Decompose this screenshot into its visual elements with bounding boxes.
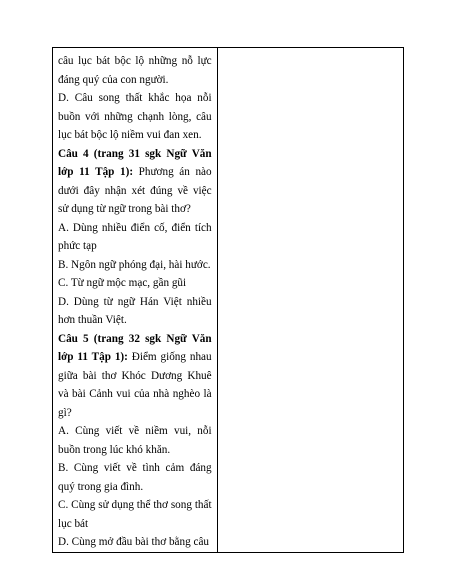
question-heading: Câu 4 (trang 31 sgk Ngữ Văn lớp 11 Tập 1): (58, 147, 212, 178)
answer-option: A. Dùng nhiều điển cố, điển tích phức tạp (58, 221, 212, 252)
content-table (52, 47, 404, 553)
paragraph: D. Câu song thất khắc họa nỗi buồn với những chạnh lòng, câu lục bát bộc lộ niềm vui đan xen. (58, 92, 212, 141)
answer-option: D. Dùng từ ngữ Hán Việt nhiều hơn thuần Việt. (58, 295, 212, 326)
question-paragraph (58, 145, 212, 219)
left-cell-content (53, 48, 217, 552)
answer-option: A. Cùng viết về niềm vui, nỗi buồn trong lúc khó khăn. (58, 425, 212, 456)
answer-option: B. Cùng viết về tình cảm đáng quý trong gia đình. (58, 462, 212, 493)
table-row (53, 48, 404, 553)
question-heading: Câu 5 (trang 32 sgk Ngữ Văn lớp 11 Tập 1): (58, 332, 212, 363)
answer-option: B. Ngôn ngữ phóng đại, hài hước. (58, 258, 211, 271)
paragraph: câu lục bát bộc lộ những nỗ lực đáng quý của con người. (58, 55, 212, 86)
right-cell (217, 48, 403, 553)
question-text: Điểm giống nhau giữa bài thơ Khóc Dương Khuê và bài Cảnh vui của nhà nghèo là gì? (58, 351, 212, 419)
answer-option: C. Từ ngữ mộc mạc, gần gũi (58, 277, 187, 289)
question-paragraph (58, 330, 212, 423)
question-text: Phương án nào dưới đây nhận xét đúng về việc sử dụng từ ngữ trong bài thơ? (58, 166, 212, 215)
left-cell (53, 48, 218, 553)
answer-option: D. Cùng mở đầu bài thơ bằng câu (58, 536, 210, 548)
answer-option: C. Cùng sử dụng thể thơ song thất lục bát (58, 499, 212, 530)
